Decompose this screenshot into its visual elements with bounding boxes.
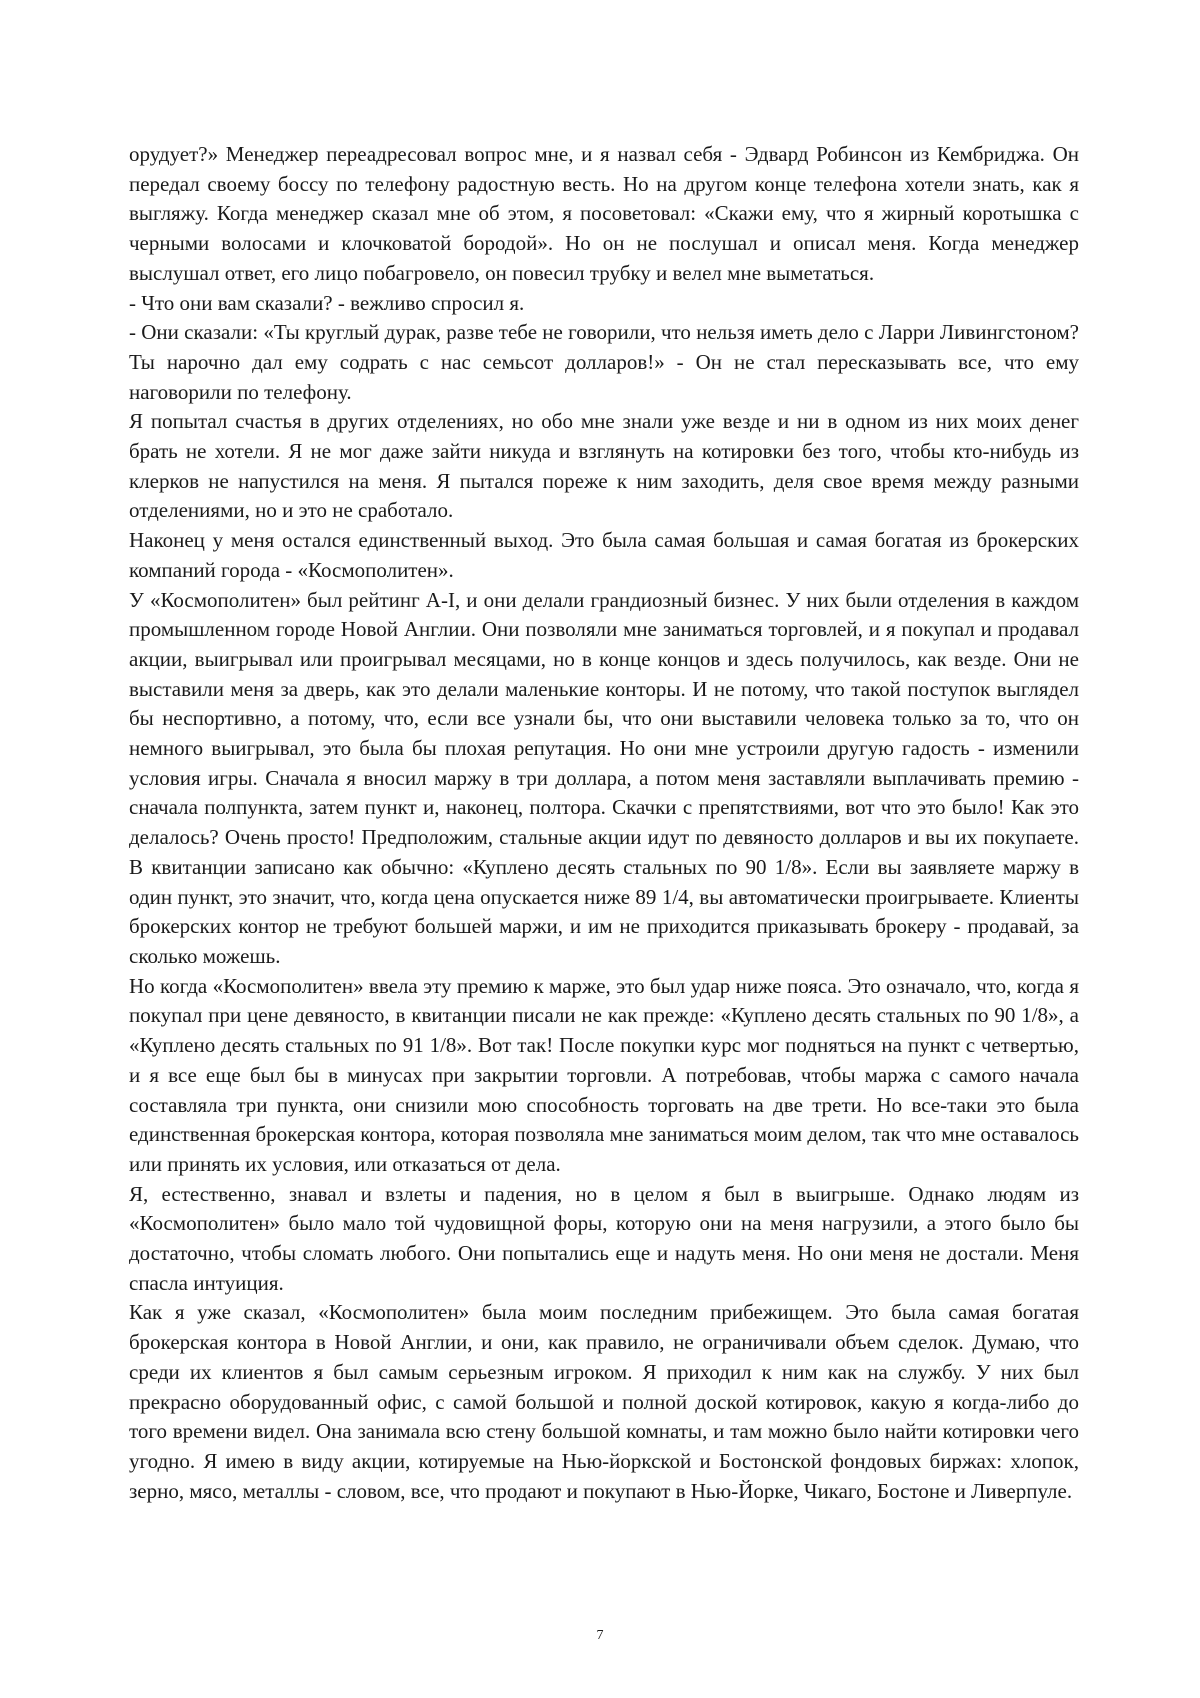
paragraph: Я попытал счастья в других отделениях, но обо мне знали уже везде и ни в одном из них моих денег брать не хотели. Я не мог даже зайти никуда и взглянуть на котировки без того, чтобы кто-нибудь из клерков не напустился на меня. Я пытался пореже к ним заходить, деля свое время между разными отделениями, но и это не сработало. [129,409,1079,523]
paragraph: орудует?» Менеджер переадресовал вопрос мне, и я назвал себя - Эдвард Робинсон из Кембриджа. Он передал своему боссу по телефону радостную весть. Но на другом конце телефона хотели знать, как я выгляжу. Когда менеджер сказал мне об этом, я посоветовал: «Скажи ему, что я жирный коротышка с черными волосами и клочковатой бородой». Но он не послушал и описал меня. Когда менеджер выслушал ответ, его лицо побагровело, он повесил трубку и велел мне выметаться. [129,142,1079,285]
paragraph: У «Космополитен» был рейтинг А-I, и они делали грандиозный бизнес. У них были отделения в каждом промышленном городе Новой Англии. Они позволяли мне заниматься торговлей, и я покупал и продавал акции, выигрывал или проигрывал месяцами, но в конце концов и здесь получилось, как везде. Они не выставили меня за дверь, как это делали маленькие конторы. И не потому, что такой поступок выглядел бы неспортивно, а потому, что, если все узнали бы, что они выставили человека только за то, что он немного выигрывал, это была бы плохая репутация. Но они мне устроили другую гадость - изменили условия игры. Сначала я вносил маржу в три доллара, а потом меня заставляли выплачивать премию - сначала полпункта, затем пункт и, наконец, полтора. Скачки с препятствиями, вот что это было! Как это делалось? Очень просто! Предположим, стальные акции идут по девяносто долларов и вы их покупаете. В квитанции записано как обычно: «Куплено десять стальных по 90 1/8». Если вы заявляете маржу в один пункт, это значит, что, когда цена опускается ниже 89 1/4, вы автоматически проигрываете. Клиенты брокерских контор не требуют большей маржи, и им не приходится приказывать брокеру - продавай, за сколько можешь. [129,587,1079,968]
paragraph: Но когда «Космополитен» ввела эту премию к марже, это был удар ниже пояса. Это означало, что, когда я покупал при цене девяносто, в квитанции писали не как прежде: «Куплено десять стальных по 90 1/8», а «Куплено десять стальных по 91 1/8». Вот так! После покупки курс мог подняться на пункт с четвертью, и я все еще был бы в минусах при закрытии торговли. А потребовав, чтобы маржа с самого начала составляла три пункта, они снизили мою способность торговать на две трети. Но все-таки это была единственная брокерская контора, которая позволяла мне заниматься моим делом, так что мне оставалось или принять их условия, или отказаться от дела. [129,973,1079,1176]
paragraph: Я, естественно, знавал и взлеты и падения, но в целом я был в выигрыше. Однако людям из «Космополитен» было мало той чудовищной форы, которую они на меня нагрузили, а этого было бы достаточно, чтобы сломать любого. Они попытались еще и надуть меня. Но они меня не достали. Меня спасла интуиция. [129,1181,1079,1295]
paragraph: Наконец у меня остался единственный выход. Это была самая большая и самая богатая из брокерских компаний города - «Космополитен». [129,528,1079,582]
paragraph: - Они сказали: «Ты круглый дурак, разве тебе не говорили, что нельзя иметь дело с Ларри Ливингстоном? Ты нарочно дал ему содрать с нас семьсот долларов!» - Он не стал пересказывать все, что ему наговорили по телефону. [129,320,1079,404]
page-number: 7 [596,1628,604,1643]
paragraph: - Что они вам сказали? - вежливо спросил я. [129,290,525,315]
paragraph: Как я уже сказал, «Космополитен» была моим последним прибежищем. Это была самая богатая брокерская контора в Новой Англии, и они, как правило, не ограничивали объем сделок. Думаю, что среди их клиентов я был самым серьезным игроком. Я приходил к ним как на службу. У них был прекрасно оборудованный офис, с самой большой и полной доской котировок, какую я когда-либо до того времени видел. Она занимала всю стену большой комнаты, и там можно было найти котировки чего угодно. Я имею в виду акции, котируемые на Нью-йоркской и Бостонской фондовых биржах: хлопок, зерно, мясо, металлы - словом, все, что продают и покупают в Нью-Йорке, Чикаго, Бостоне и Ливерпуле. [129,1300,1079,1503]
body-text [129,140,1079,1506]
